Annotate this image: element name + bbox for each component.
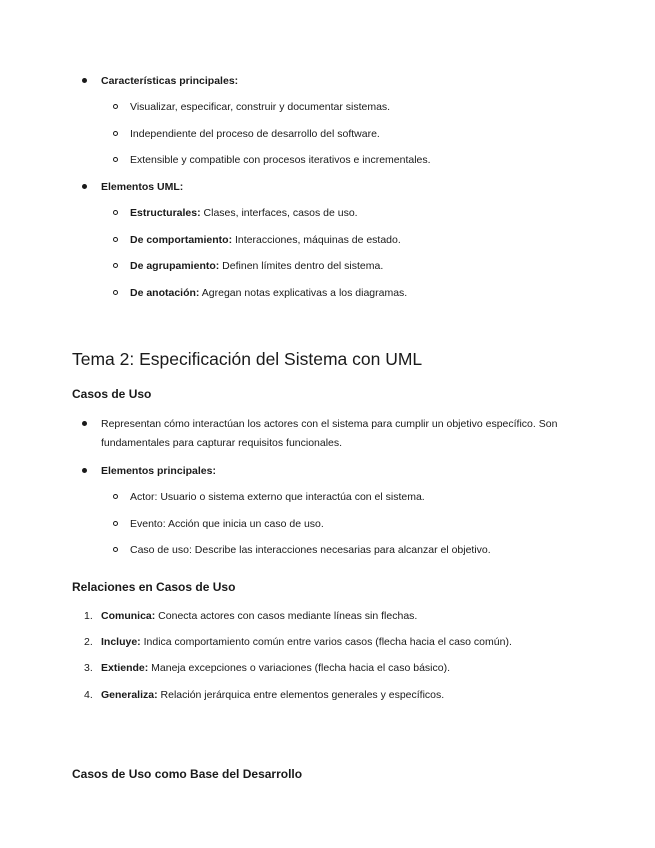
intro-line-2: fundamentales para capturar requisitos funcionales. xyxy=(101,437,343,449)
list-number: 4. xyxy=(84,689,93,701)
casos-de-uso-heading: Casos de Uso xyxy=(72,387,152,401)
tema-2-title: Tema 2: Especificación del Sistema con UML xyxy=(72,349,423,369)
bullet xyxy=(82,468,87,473)
desc: Conecta actores con casos mediante líneas sin flechas. xyxy=(155,610,418,622)
bullet xyxy=(82,421,87,426)
list-item: Extensible y compatible con procesos iterativos e incrementales. xyxy=(130,154,431,166)
bullet xyxy=(82,184,87,189)
sub-bullet xyxy=(113,131,118,136)
list-item: Caso de uso: Describe las interacciones necesarias para alcanzar el objetivo. xyxy=(130,544,491,556)
list-number: 3. xyxy=(84,662,93,674)
term: De comportamiento: xyxy=(130,234,233,246)
term: Comunica: xyxy=(101,610,156,622)
list-item xyxy=(130,286,407,300)
list-item: Visualizar, especificar, construir y documentar sistemas. xyxy=(130,101,391,113)
list-item xyxy=(101,661,450,675)
sub-bullet xyxy=(113,157,118,162)
sub-bullet xyxy=(113,237,118,242)
term: Generaliza: xyxy=(101,689,158,701)
term: De agrupamiento: xyxy=(130,260,220,272)
term: Extiende: xyxy=(101,662,149,674)
relaciones-heading: Relaciones en Casos de Uso xyxy=(72,580,236,594)
list-item xyxy=(101,609,417,623)
sub-bullet xyxy=(113,521,118,526)
sub-bullet xyxy=(113,494,118,499)
elementos-uml-label: Elementos UML: xyxy=(101,181,184,193)
list-item xyxy=(130,259,383,273)
list-number: 2. xyxy=(84,636,93,648)
desc: Agregan notas explicativas a los diagramas. xyxy=(199,287,408,299)
list-number: 1. xyxy=(84,610,93,622)
list-item xyxy=(101,635,512,649)
casos-de-uso-base-heading: Casos de Uso como Base del Desarrollo xyxy=(72,767,303,781)
term: Estructurales: xyxy=(130,207,201,219)
desc: Indica comportamiento común entre varios casos (flecha hacia el caso común). xyxy=(140,636,512,648)
list-item xyxy=(130,233,401,247)
elementos-principales-label: Elementos principales: xyxy=(101,465,216,477)
list-item: Actor: Usuario o sistema externo que interactúa con el sistema. xyxy=(130,491,425,503)
sub-bullet xyxy=(113,263,118,268)
term: Incluye: xyxy=(101,636,141,648)
desc: Interacciones, máquinas de estado. xyxy=(232,234,401,246)
desc: Clases, interfaces, casos de uso. xyxy=(200,207,358,219)
sub-bullet xyxy=(113,210,118,215)
sub-bullet xyxy=(113,290,118,295)
list-item: Independiente del proceso de desarrollo del software. xyxy=(130,128,380,140)
list-item: Evento: Acción que inicia un caso de uso. xyxy=(130,518,324,530)
desc: Definen límites dentro del sistema. xyxy=(219,260,384,272)
caracteristicas-label: Características principales: xyxy=(101,75,239,87)
list-item xyxy=(101,688,444,702)
sub-bullet xyxy=(113,547,118,552)
intro-line-1: Representan cómo interactúan los actores con el sistema para cumplir un objetivo específico. Son xyxy=(101,418,558,430)
sub-bullet xyxy=(113,104,118,109)
desc: Maneja excepciones o variaciones (flecha hacia el caso básico). xyxy=(148,662,451,674)
term: De anotación: xyxy=(130,287,200,299)
desc: Relación jerárquica entre elementos generales y específicos. xyxy=(157,689,445,701)
list-item xyxy=(130,206,358,220)
bullet xyxy=(82,78,87,83)
